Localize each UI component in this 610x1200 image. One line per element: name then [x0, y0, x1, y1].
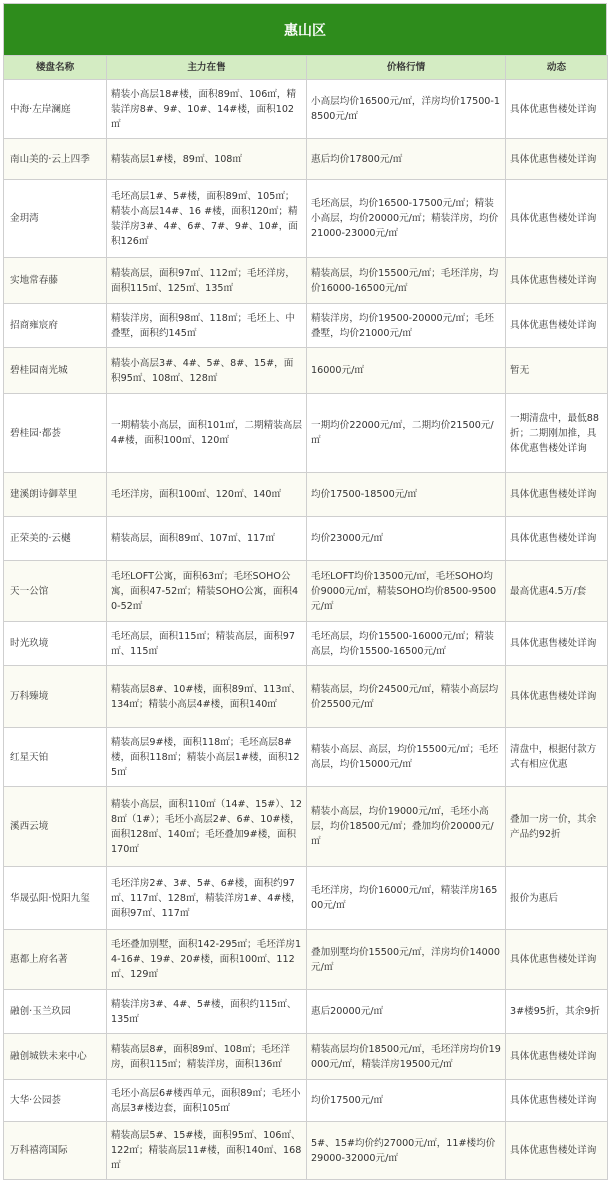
cell-price: 均价23000元/㎡	[307, 517, 506, 561]
table-row	[4, 990, 608, 1034]
cell-name: 红星天铂	[4, 728, 107, 787]
cell-name: 建溪朗诗御萃里	[4, 473, 107, 517]
cell-price: 均价17500元/㎡	[307, 1080, 506, 1122]
cell-status: 3#楼95折，其余9折	[506, 990, 608, 1034]
table-row	[4, 561, 608, 622]
table-row	[4, 622, 608, 666]
cell-status: 一期清盘中，最低88折；二期刚加推，具体优惠售楼处详询	[506, 394, 608, 473]
cell-price: 一期均价22000元/㎡，二期均价21500元/㎡	[307, 394, 506, 473]
table-row	[4, 1080, 608, 1122]
header-row	[4, 56, 608, 80]
table-row	[4, 180, 608, 258]
cell-price: 惠后20000元/㎡	[307, 990, 506, 1034]
cell-product: 一期精装小高层，面积101㎡，二期精装高层4#楼，面积100㎡、120㎡	[107, 394, 307, 473]
header-price: 价格行情	[307, 56, 506, 80]
cell-status: 具体优惠售楼处详询	[506, 304, 608, 348]
property-table	[3, 55, 608, 1180]
cell-product: 精装高层，面积97㎡、112㎡；毛坯洋房，面积115㎡、125㎡、135㎡	[107, 258, 307, 304]
cell-name: 万科臻境	[4, 666, 107, 728]
table-row	[4, 517, 608, 561]
cell-status: 具体优惠售楼处详询	[506, 1080, 608, 1122]
cell-status: 具体优惠售楼处详询	[506, 666, 608, 728]
cell-product: 精装小高层3#、4#、5#、8#、15#，面积95㎡、108㎡、128㎡	[107, 348, 307, 394]
cell-product: 精装高层8#、10#楼，面积89㎡、113㎡、134㎡；精装小高层4#楼，面积140㎡	[107, 666, 307, 728]
cell-price: 16000元/㎡	[307, 348, 506, 394]
cell-name: 万科禧湾国际	[4, 1122, 107, 1180]
cell-product: 精装高层8#，面积89㎡、108㎡；毛坯洋房，面积115㎡；精装洋房，面积136㎡	[107, 1034, 307, 1080]
cell-price: 精装小高层、高层，均价15500元/㎡；毛坯高层，均价15000元/㎡	[307, 728, 506, 787]
table-body	[4, 80, 608, 1180]
cell-status: 最高优惠4.5万/套	[506, 561, 608, 622]
table-row	[4, 867, 608, 930]
table-row	[4, 80, 608, 139]
cell-price: 均价17500-18500元/㎡	[307, 473, 506, 517]
cell-status: 具体优惠售楼处详询	[506, 258, 608, 304]
table-row	[4, 139, 608, 180]
cell-product: 精装洋房，面积98㎡、118㎡；毛坯上、中叠墅，面积约145㎡	[107, 304, 307, 348]
cell-product: 精装洋房3#、4#、5#楼，面积约115㎡、135㎡	[107, 990, 307, 1034]
cell-status: 具体优惠售楼处详询	[506, 517, 608, 561]
cell-name: 时光玖境	[4, 622, 107, 666]
cell-price: 精装高层，均价15500元/㎡；毛坯洋房，均价16000-16500元/㎡	[307, 258, 506, 304]
cell-status: 具体优惠售楼处详询	[506, 930, 608, 990]
property-table-container	[3, 3, 607, 1180]
table-row	[4, 348, 608, 394]
cell-price: 精装高层均价18500元/㎡，毛坯洋房均价19000元/㎡，精装洋房19500元/㎡	[307, 1034, 506, 1080]
cell-product: 毛坯洋房2#、3#、5#、6#楼，面积约97㎡、117㎡、128㎡，精装洋房1#、4#楼，面积97㎡、117㎡	[107, 867, 307, 930]
cell-product: 精装高层1#楼，89㎡、108㎡	[107, 139, 307, 180]
cell-name: 正荣美的·云樾	[4, 517, 107, 561]
cell-status: 具体优惠售楼处详询	[506, 1034, 608, 1080]
table-row	[4, 258, 608, 304]
cell-status: 叠加一房一价，其余产品约92折	[506, 787, 608, 867]
table-row	[4, 787, 608, 867]
table-row	[4, 666, 608, 728]
header-status: 动态	[506, 56, 608, 80]
cell-status: 暂无	[506, 348, 608, 394]
table-row	[4, 728, 608, 787]
cell-name: 大华·公园荟	[4, 1080, 107, 1122]
cell-price: 精装小高层，均价19000元/㎡，毛坯小高层，均价18500元/㎡；叠加均价20000元/㎡	[307, 787, 506, 867]
cell-product: 毛坯叠加别墅，面积142-295㎡；毛坯洋房14-16#、19#、20#楼，面积100㎡、112㎡、129㎡	[107, 930, 307, 990]
cell-name: 金玥湾	[4, 180, 107, 258]
cell-name: 南山美的·云上四季	[4, 139, 107, 180]
cell-price: 毛坯高层，均价16500-17500元/㎡；精装小高层，均价20000元/㎡；精装洋房，均价21000-23000元/㎡	[307, 180, 506, 258]
cell-status: 具体优惠售楼处详询	[506, 622, 608, 666]
cell-status: 具体优惠售楼处详询	[506, 473, 608, 517]
cell-status: 具体优惠售楼处详询	[506, 139, 608, 180]
cell-status: 报价为惠后	[506, 867, 608, 930]
cell-product: 精装高层9#楼，面积118㎡；毛坯高层8#楼，面积118㎡；精装小高层1#楼，面积125㎡	[107, 728, 307, 787]
cell-price: 精装洋房，均价19500-20000元/㎡；毛坯叠墅，均价21000元/㎡	[307, 304, 506, 348]
cell-status: 具体优惠售楼处详询	[506, 180, 608, 258]
cell-name: 惠都上府名著	[4, 930, 107, 990]
cell-price: 精装高层，均价24500元/㎡，精装小高层均价25500元/㎡	[307, 666, 506, 728]
cell-product: 毛坯小高层6#楼西单元，面积89㎡；毛坯小高层3#楼边套，面积105㎡	[107, 1080, 307, 1122]
cell-price: 5#、15#均价约27000元/㎡，11#楼均价29000-32000元/㎡	[307, 1122, 506, 1180]
cell-price: 毛坯高层，均价15500-16000元/㎡；精装高层，均价15500-16500元/㎡	[307, 622, 506, 666]
cell-name: 招商雍宸府	[4, 304, 107, 348]
table-row	[4, 1122, 608, 1180]
cell-name: 华晟弘阳·悦阳九玺	[4, 867, 107, 930]
header-name: 楼盘名称	[4, 56, 107, 80]
cell-name: 天一公馆	[4, 561, 107, 622]
cell-status: 清盘中，根据付款方式有相应优惠	[506, 728, 608, 787]
cell-status: 具体优惠售楼处详询	[506, 1122, 608, 1180]
table-row	[4, 304, 608, 348]
cell-price: 小高层均价16500元/㎡，洋房均价17500-18500元/㎡	[307, 80, 506, 139]
cell-product: 毛坯高层1#、5#楼，面积89㎡、105㎡；精装小高层14#、16 #楼，面积120㎡；精装洋房3#、4#、6#、7#、9#、10#，面积126㎡	[107, 180, 307, 258]
cell-product: 精装小高层，面积110㎡（14#、15#）、128㎡（1#）；毛坯小高层2#、6#、10#楼，面积128㎡、140㎡；毛坯叠加9#楼，面积170㎡	[107, 787, 307, 867]
cell-product: 精装高层5#、15#楼，面积95㎡、106㎡、122㎡；精装高层11#楼，面积140㎡、168㎡	[107, 1122, 307, 1180]
table-row	[4, 473, 608, 517]
cell-product: 毛坯LOFT公寓，面积63㎡；毛坯SOHO公寓，面积47-52㎡；精装SOHO公寓，面积40-52㎡	[107, 561, 307, 622]
cell-product: 毛坯高层，面积115㎡；精装高层，面积97㎡、115㎡	[107, 622, 307, 666]
cell-name: 融创城铁未来中心	[4, 1034, 107, 1080]
cell-product: 精装高层，面积89㎡、107㎡、117㎡	[107, 517, 307, 561]
cell-price: 毛坯洋房，均价16000元/㎡，精装洋房16500元/㎡	[307, 867, 506, 930]
cell-name: 实地常春藤	[4, 258, 107, 304]
cell-name: 中海·左岸澜庭	[4, 80, 107, 139]
table-row	[4, 394, 608, 473]
cell-product: 毛坯洋房，面积100㎡、120㎡、140㎡	[107, 473, 307, 517]
cell-name: 融创·玉兰玖园	[4, 990, 107, 1034]
cell-price: 叠加别墅均价15500元/㎡，洋房均价14000元/㎡	[307, 930, 506, 990]
cell-price: 毛坯LOFT均价13500元/㎡，毛坯SOHO均价9000元/㎡，精装SOHO均价8500-9500元/㎡	[307, 561, 506, 622]
table-row	[4, 1034, 608, 1080]
cell-name: 碧桂园·都荟	[4, 394, 107, 473]
cell-price: 惠后均价17800元/㎡	[307, 139, 506, 180]
cell-name: 溪西云境	[4, 787, 107, 867]
cell-name: 碧桂园南光城	[4, 348, 107, 394]
cell-status: 具体优惠售楼处详询	[506, 80, 608, 139]
table-title: 惠山区	[3, 3, 607, 55]
cell-product: 精装小高层18#楼，面积89㎡、106㎡，精装洋房8#、9#、10#、14#楼，面积102㎡	[107, 80, 307, 139]
table-row	[4, 930, 608, 990]
header-product: 主力在售	[107, 56, 307, 80]
